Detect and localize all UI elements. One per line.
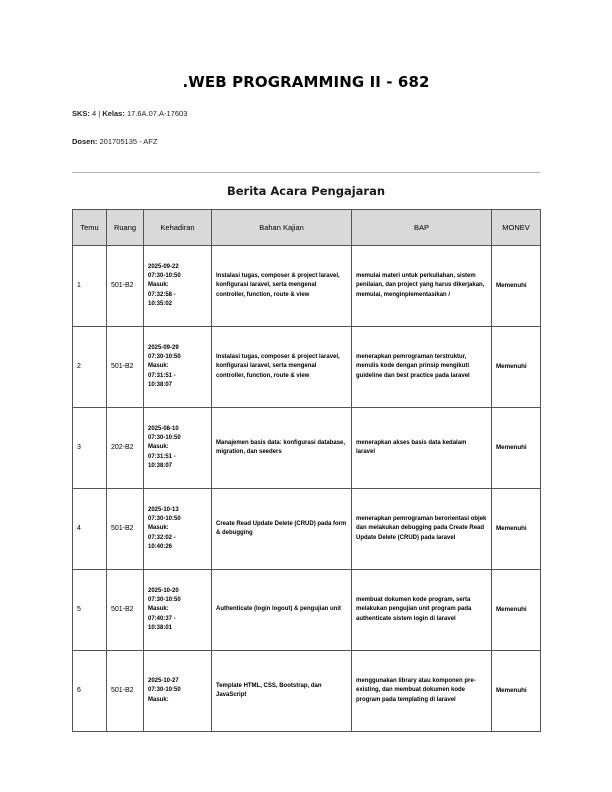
kehadiran-in: 07:32:02 - xyxy=(148,534,176,541)
teaching-record-table xyxy=(72,209,541,732)
header-bahan-kajian: Bahan Kajian xyxy=(212,210,352,246)
cell-kehadiran xyxy=(144,651,212,732)
lecturer-line xyxy=(72,137,157,146)
kelas-label: Kelas: xyxy=(102,109,125,118)
cell-monev: Memenuhi xyxy=(492,651,541,732)
cell-bahan-kajian: Instalasi tugas, composer & project laravel, konfigurasi laravel, serta mengenal controller, function, route & view xyxy=(212,327,352,408)
cell-kehadiran xyxy=(144,327,212,408)
cell-bahan-kajian: Authenticate (login logout) & pengujian unit xyxy=(212,570,352,651)
kehadiran-date: 2025-10-27 xyxy=(148,678,179,685)
table-row xyxy=(73,246,541,327)
cell-monev: Memenuhi xyxy=(492,327,541,408)
table-row xyxy=(73,327,541,408)
kehadiran-out: 10:38:07 xyxy=(148,462,173,469)
kehadiran-time: 07:30-10:50 xyxy=(148,516,181,523)
cell-ruang: 501-B2 xyxy=(107,246,144,327)
kehadiran-time: 07:30-10:50 xyxy=(148,597,181,604)
cell-kehadiran xyxy=(144,489,212,570)
kehadiran-label: Masuk: xyxy=(148,444,169,451)
cell-temu: 4 xyxy=(73,489,107,570)
table-header-row xyxy=(73,210,541,246)
cell-bahan-kajian: Template HTML, CSS, Bootstrap, dan JavaScript xyxy=(212,651,352,732)
sks-label: SKS: xyxy=(72,109,90,118)
dosen-value: 201705135 - AFZ xyxy=(99,137,158,146)
kehadiran-out: 10:38:01 xyxy=(148,624,173,631)
kehadiran-date: 2025-08-10 xyxy=(148,425,179,432)
separator: | xyxy=(98,109,101,118)
kehadiran-label: Masuk: xyxy=(148,282,169,289)
cell-monev: Memenuhi xyxy=(492,246,541,327)
cell-bahan-kajian: Create Read Update Delete (CRUD) pada form & debugging xyxy=(212,489,352,570)
cell-kehadiran xyxy=(144,408,212,489)
kehadiran-time: 07:30-10:50 xyxy=(148,273,181,280)
cell-temu: 2 xyxy=(73,327,107,408)
kehadiran-time: 07:30-10:50 xyxy=(148,435,181,442)
cell-temu: 1 xyxy=(73,246,107,327)
cell-ruang: 501-B2 xyxy=(107,570,144,651)
cell-bahan-kajian: Instalasi tugas, composer & project laravel, konfigurasi laravel, serta mengenal controller, function, route & view xyxy=(212,246,352,327)
kehadiran-label: Masuk: xyxy=(148,525,169,532)
kehadiran-label: Masuk: xyxy=(148,696,169,703)
dosen-label: Dosen: xyxy=(72,137,98,146)
cell-bap: memulai materi untuk perkuliahan, sistem penilaian, dan project yang harus dikerjakan, memulai, menginplementasikan / xyxy=(352,246,492,327)
cell-ruang: 202-B2 xyxy=(107,408,144,489)
cell-kehadiran xyxy=(144,246,212,327)
kehadiran-out: 10:38:07 xyxy=(148,381,173,388)
page-title: .WEB PROGRAMMING II - 682 xyxy=(182,73,430,91)
cell-ruang: 501-B2 xyxy=(107,489,144,570)
header-monev: MONEV xyxy=(492,210,541,246)
cell-bap: menerapkan akses basis data kedalam laravel xyxy=(352,408,492,489)
cell-temu: 6 xyxy=(73,651,107,732)
divider xyxy=(72,172,540,173)
cell-bap: menerapkan pemrograman terstruktur, menulis kode dengan prinsip mengikuti guideline dan best practice pada laravel xyxy=(352,327,492,408)
kehadiran-time: 07:30-10:50 xyxy=(148,354,181,361)
cell-ruang: 501-B2 xyxy=(107,327,144,408)
cell-monev: Memenuhi xyxy=(492,408,541,489)
course-info-line xyxy=(72,109,187,118)
table-row xyxy=(73,651,541,732)
kelas-value: 17.6A.07.A-17603 xyxy=(126,109,188,118)
cell-bap: membuat dokumen kode program, serta melakukan pengujian unit program pada authenticate sistem login di laravel xyxy=(352,570,492,651)
sks-value: 4 xyxy=(92,109,97,118)
kehadiran-in: 07:40:37 - xyxy=(148,615,176,622)
table-row xyxy=(73,489,541,570)
table-row xyxy=(73,408,541,489)
header-bap: BAP xyxy=(352,210,492,246)
cell-temu: 5 xyxy=(73,570,107,651)
header-kehadiran: Kehadiran xyxy=(144,210,212,246)
kehadiran-out: 10:35:02 xyxy=(148,300,173,307)
table-row xyxy=(73,570,541,651)
kehadiran-date: 2025-10-13 xyxy=(148,506,179,513)
header-ruang: Ruang xyxy=(107,210,144,246)
kehadiran-label: Masuk: xyxy=(148,363,169,370)
header-temu: Temu xyxy=(73,210,107,246)
cell-bap: menerapkan pemrograman berorientasi objek dan melakukan debugging pada Create Read Update Delete (CRUD) pada laravel xyxy=(352,489,492,570)
kehadiran-date: 2025-10-20 xyxy=(148,587,179,594)
cell-bap: menggunakan library atau komponen pre-existing, dan membuat dokumen kode program pada templating di laravel xyxy=(352,651,492,732)
cell-kehadiran xyxy=(144,570,212,651)
cell-monev: Memenuhi xyxy=(492,570,541,651)
cell-monev: Memenuhi xyxy=(492,489,541,570)
kehadiran-in: 07:32:58 - xyxy=(148,291,176,298)
kehadiran-label: Masuk: xyxy=(148,606,169,613)
kehadiran-date: 2025-09-22 xyxy=(148,263,179,270)
kehadiran-in: 07:31:51 - xyxy=(148,453,176,460)
kehadiran-date: 2025-09-29 xyxy=(148,344,179,351)
kehadiran-in: 07:31:51 - xyxy=(148,372,176,379)
kehadiran-out: 10:40:26 xyxy=(148,543,173,550)
cell-temu: 3 xyxy=(73,408,107,489)
cell-ruang: 501-B2 xyxy=(107,651,144,732)
kehadiran-time: 07:30-10:50 xyxy=(148,687,181,694)
cell-bahan-kajian: Manajemen basis data: konfigurasi database, migration, dan seeders xyxy=(212,408,352,489)
table-title: Berita Acara Pengajaran xyxy=(226,184,386,198)
